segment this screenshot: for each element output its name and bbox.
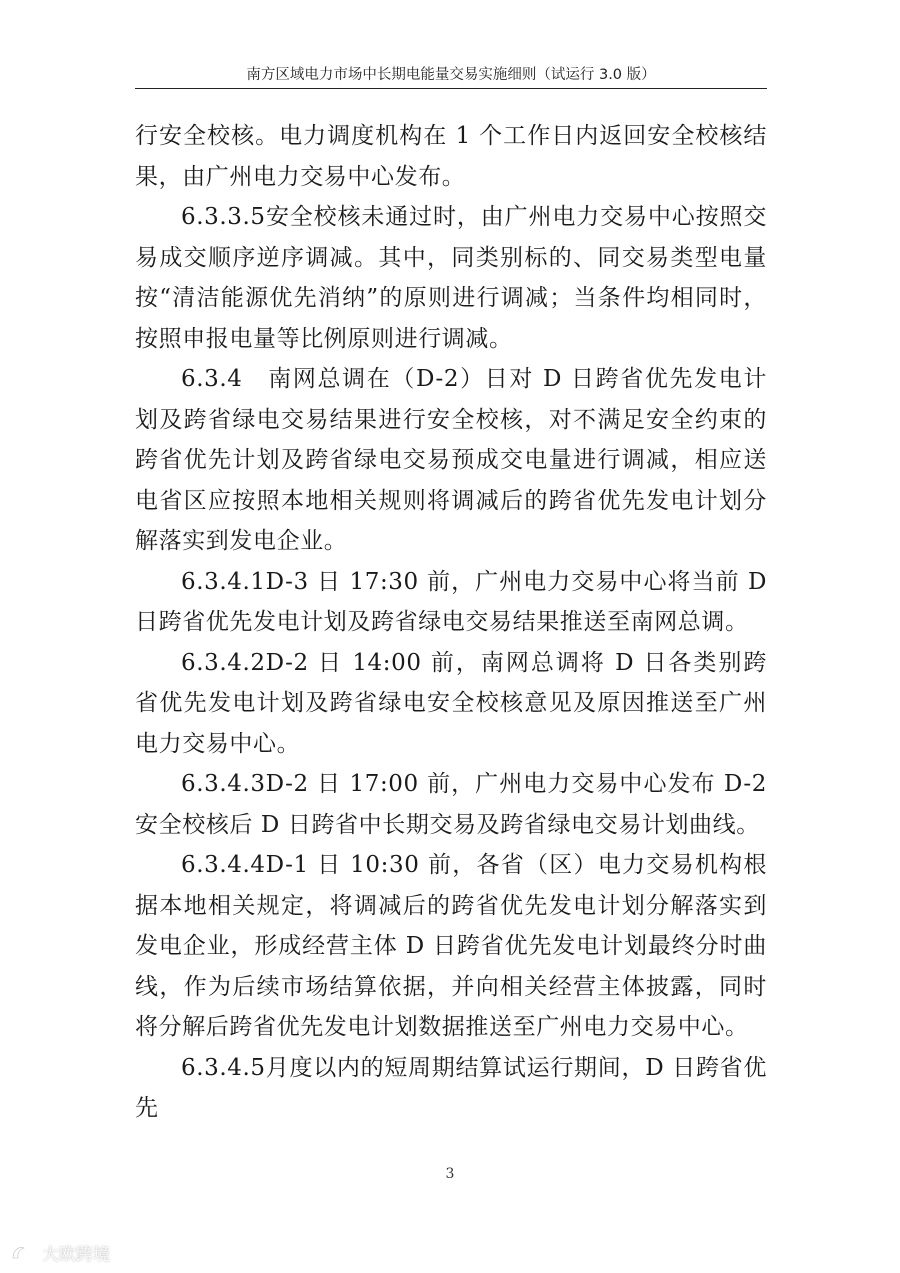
watermark-logo-icon [10,1242,36,1264]
paragraph-1: 行安全校核。电力调度机构在 1 个工作日内返回安全校核结果，由广州电力交易中心发布。 [135,123,767,190]
paragraph-5: 6.3.4.2D-2 日 14:00 前，南网总调将 D 日各类别跨省优先发电计划及跨省绿电安全校核意见及原因推送至广州电力交易中心。 [135,649,767,757]
document-body [135,116,767,1129]
watermark [10,1240,110,1265]
paragraph-3: 6.3.4 南网总调在（D-2）日对 D 日跨省优先发电计划及跨省绿电交易结果进行安全校核，对不满足安全约束的跨省优先计划及跨省绿电交易预成交电量进行调减，相应送电省区应按照本地相关规则将调减后的跨省优先发电计划分解落实到发电企业。 [135,366,767,554]
paragraph-6: 6.3.4.3D-2 日 17:00 前，广州电力交易中心发布 D-2 安全校核后 D 日跨省中长期交易及跨省绿电交易计划曲线。 [135,771,767,838]
page-number: 3 [445,1166,455,1182]
watermark-text: 大欧跨境 [42,1245,110,1265]
paragraph-2: 6.3.3.5安全校核未通过时，由广州电力交易中心按照交易成交顺序逆序调减。其中，同类别标的、同交易类型电量按“清洁能源优先消纳”的原则进行调减；当条件均相同时，按照申报电量等比例原则进行调减。 [135,204,767,352]
header-title: 南方区域电力市场中长期电能量交易实施细则（试运行 3.0 版） [246,67,656,83]
document-header [135,66,767,89]
paragraph-7: 6.3.4.4D-1 日 10:30 前，各省（区）电力交易机构根据本地相关规定，将调减后的跨省优先发电计划分解落实到发电企业，形成经营主体 D 日跨省优先发电计划最终分时曲线，作为后续市场结算依据，并向相关经营主体披露，同时将分解后跨省优先发电计划数据推送至广州电力交易中心。 [135,852,767,1040]
paragraph-8: 6.3.4.5月度以内的短周期结算试运行期间，D 日跨省优先 [135,1054,767,1121]
paragraph-4: 6.3.4.1D-3 日 17:30 前，广州电力交易中心将当前 D 日跨省优先发电计划及跨省绿电交易结果推送至南网总调。 [135,568,767,635]
